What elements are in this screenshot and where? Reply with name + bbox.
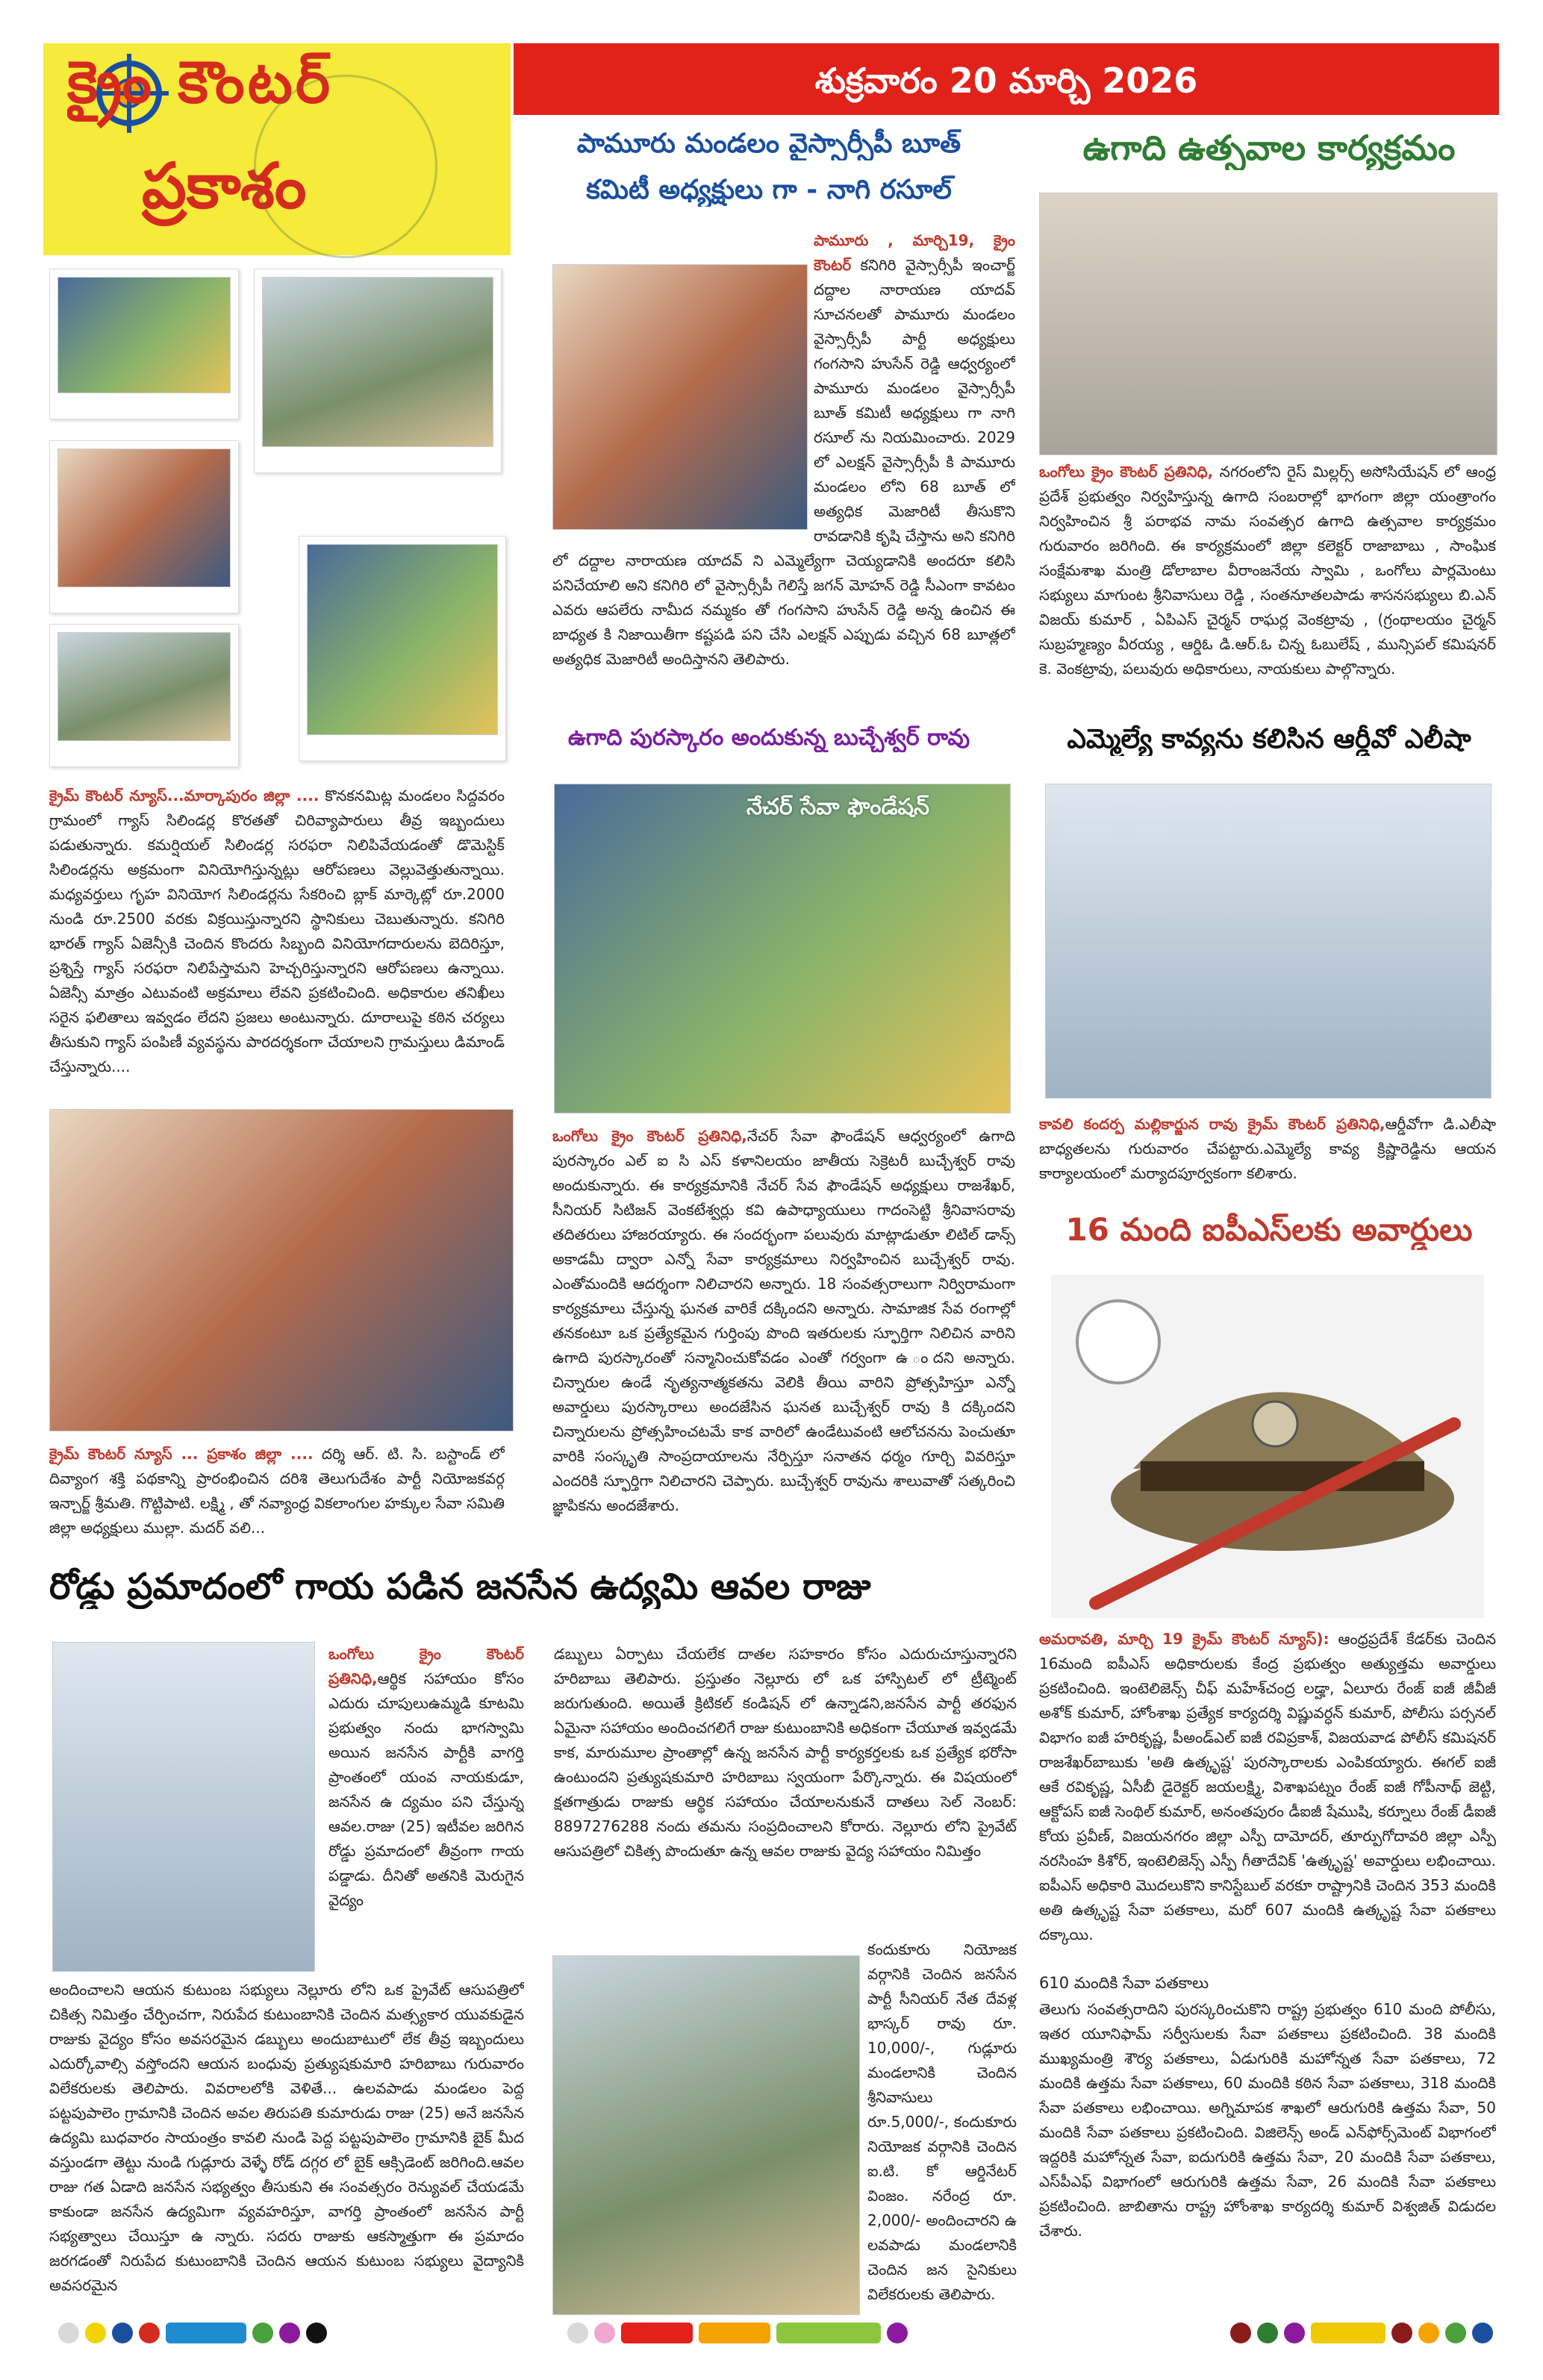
masthead-seal	[254, 75, 437, 258]
gas-photo-5	[49, 624, 239, 767]
pamuru-story-body: కనిగిరి వైస్సార్సీపీ ఇంచార్జ్ దద్దాల నారాయణ యాదవ్ సూచనలతో పామూరు మండలం వైస్సార్సీపీ పార్టీ అధ్యక్షులు గంగసాని హుసేన్ రెడ్డి ఆధ్వర్యంలో పామూరు మండలం వైస్సార్సీపీ బూత్ కమిటీ అధ్యక్షులు గా నాగి రసూల్ ను నియమించారు. 2029 లో ఎలక్షన్ వైస్సార్సీపీ కి పామూరు మండలం లోని 68 బూత్ లో అత్యధిక మెజారిటీ తీసుకొని రావడానికి కృషి చేస్తాను అని కనిగిరి లో దద్దాల నారాయణ యాదవ్ ని ఎమ్మెల్యేగా చెయ్యడానికి అందరూ కలిసి పనిచేయాలి అని కనిగిరి లో వైస్సార్సీపీ గెలిస్తే జగన్ మోహన్ రెడ్డి సీఎంగా కావటం ఎవరు ఆపలేరు నామీద నమ్మకం తో గంగసాని హుసేన్ రెడ్డి అన్న ఉంచిన ఈ బాధ్యత కి నిజాయితీగా కష్టపడి పని చేసి ఎలక్షన్ ఎప్పుడు వచ్చిన 68 బూత్లలో అత్యధిక మెజారిటీ అందిస్తానని తెలిపారు.	[552, 256, 1015, 668]
color-swatch	[1391, 2323, 1412, 2343]
footer-color-strip-right	[1230, 2321, 1493, 2345]
footer-color-strip-mid	[567, 2321, 908, 2345]
gas-story-source: క్రైమ్ కౌంటర్ న్యూస్...మార్కాపురం జిల్లా ....	[49, 787, 319, 805]
darsi-story-body: దర్శి ఆర్. టి. సి. బస్టాండ్ లో దివ్యాంగ శక్తి పథకాన్ని ప్రారంభించిన దరిశి తెలుగుదేశం పార్టీ నియోజకవర్గ ఇన్చార్జ్ శ్రీమతి. గొట్టిపాటి. లక్ష్మి , తో నవ్యాంధ్ర వికలాంగుల హక్కుల సేవా సమితి జిల్లా అధ్యక్షులు ముల్లా. మదర్ వలి...	[49, 1445, 505, 1537]
color-swatch	[306, 2323, 327, 2343]
darsi-story-source: క్రైమ్ కౌంటర్ న్యూస్ ... ప్రకాశం జిల్లా ....	[49, 1445, 314, 1463]
color-swatch	[85, 2323, 106, 2343]
color-swatch	[1257, 2323, 1278, 2343]
pamuru-headline-2: కమిటీ అధ్యక్షులు గా - నాగి రసూల్	[586, 175, 952, 205]
color-swatch	[1445, 2323, 1466, 2343]
color-swatch	[699, 2323, 770, 2343]
mla-story-source: కావలి కందర్ప మల్లికార్జున రావు క్రైమ్ కౌంటర్ ప్రతినిధి,	[1039, 1115, 1385, 1133]
accident-col1-top	[328, 1642, 524, 1970]
gas-photo-1	[49, 269, 239, 419]
gas-story-body: కొనకనమిట్ల మండలం సిద్దవరం గ్రామంలో గ్యాస్ సిలిండర్ల కొరతతో చిరివ్యాపారులు తీవ్ర ఇబ్బందులు పడుతున్నారు. కమర్షియల్ సిలిండర్ల సరఫరా నిలిపివేయడంతో డొమెస్టిక్ సిలిండర్లను అక్రమంగా వినియోగిస్తున్నట్లు ఆరోపణలు వెల్లువెత్తుతున్నాయి. మధ్యవర్తులు గృహ వినియోగ సిలిండర్లను సేకరించి బ్లాక్ మార్కెట్లో రూ.2000 నుండి రూ.2500 వరకు విక్రయిస్తున్నారని స్థానికులు చెబుతున్నారు. కనిగిరి భారత్ గ్యాస్ ఏజెన్సీకి చెందిన కొందరు సిబ్బంది వినియోగదారులను బెదిరిస్తూ, ప్రశ్నిస్తే గ్యాస్ సరఫరా నిలిపేస్తామని హెచ్చరిస్తున్నారని ఆరోపణలు ఉన్నాయి. ఏజెన్సీ మాత్రం ఎటువంటి అక్రమాలు లేవని ప్రకటించింది. అధికారుల తనిఖీలు సరైన ఫలితాలు ఇవ్వడం లేదని ప్రజలు అంటున్నారు. దూరాలుపై కఠిన చర్యలు తీసుకుని గ్యాస్ పంపిణీ వ్యవస్థను పారదర్శకంగా చేయాలని గ్రామస్తులు డిమాండ్ చేస్తున్నారు....	[49, 787, 505, 1075]
mla-headline: ఎమ్మెల్యే కావ్యను కలిసిన ఆర్డీవో ఎలీషా	[1067, 724, 1471, 755]
pamuru-story	[552, 228, 1015, 706]
pamuru-story-source: పామూరు , మార్చి19, క్రైం కౌంటర్	[814, 231, 1015, 274]
color-swatch	[567, 2323, 588, 2343]
color-swatch	[1472, 2323, 1493, 2343]
police-cap-image	[1051, 1275, 1484, 1618]
mla-meeting-photo	[1045, 784, 1491, 1099]
color-swatch	[594, 2323, 615, 2343]
gas-story	[49, 784, 505, 1097]
issue-date: శుక్రవారం 20 మార్చి 2026	[814, 60, 1198, 101]
color-swatch	[166, 2323, 246, 2343]
accident-col2-side: కందుకూరు నియోజక వర్గానికి చెందిన జనసేన పార్టీ సీనియర్ నేత దేవళ్ల భాస్కర్ రావు రూ. 10,000/-, గుడ్లూరు మండలానికి చెందిన శ్రీనివాసులు రూ.5,000/-, కందుకూరు నియోజక వర్గానికి చెందిన ఐ.టి. కో ఆర్డినేటర్ వింజం. నరేంద్ర రూ. 2,000/- అందించారని ఉ లవపాడు మండలానికి చెందిన జన సైనికులు విలేకరులకు తెలిపారు.	[867, 1940, 1017, 2303]
color-swatch	[887, 2323, 908, 2343]
ips-story	[1039, 1627, 1496, 1969]
ips-headline: 16 మంది ఐపీఎస్‌లకు అవార్డులు	[1065, 1211, 1473, 1248]
color-swatch	[252, 2323, 273, 2343]
accident-col1-rest: అందించాలని ఆయన కుటుంబ సభ్యులు నెల్లూరు లోని ఒక ప్రైవేట్ ఆసుపత్రిలో చికిత్స నిమిత్తం చేర్పించగా, నిరుపేద కుటుంబానికి చెందిన మత్స్యకార యువకుడైన రాజుకు వైద్యం కోసం అవసరమైన డబ్బులు అందుబాటులో లేక తీవ్ర ఇబ్బందులు ఎదుర్కోవాల్సి వస్తోందని ఆయన బంధువు ప్రత్యుషకుమారి హరిబాబు గురువారం విలేకరులకు తెలిపారు. వివరాలలోకి వెళితే... ఉలవపాడు మండలం పెద్ద పట్టపుపాలెం గ్రామానికి చెందిన అవల తిరుపతి కుమారుడు రాజు (25) అనే జనసేన ఉద్యమి బుధవారం సాయంత్రం కావలి నుండి పెద్ద పట్టపుపాలెం గ్రామానికి బైక్ మీద వస్తుండగా తెట్టు నుండి గుడ్లూరు వెళ్ళే రోడ్ దగ్గర లో బైక్ ఆక్సిడెంట్ జరిగింది.ఆవల రాజు గత ఏడాది జనసేన సభ్యత్వం తీసుకుని ఈ సంవత్సరం రెన్యువల్ చేయడమే కాకుండా జనసేన ఉద్యమిగా వ్యవహరిస్తూ, వాగర్తి ప్రాంతంలో జనసేన పార్టీ సభ్యత్వాలు చేయిస్తూ ఉ న్నారు. సదరు రాజుకు ఆకస్మాత్తుగా ఈ ప్రమాదం జరగడంతో నిరుపేద కుటుంబానికి చెందిన ఆయన కుటుంబ సభ్యులు వైద్యానికి అవసరమైన	[49, 1981, 524, 2294]
ips-story-body: ఆంధ్రప్రదేశ్ కేడర్‌కు చెందిన 16మంది ఐపీఎస్ అధికారులకు కేంద్ర ప్రభుత్వం అత్యుత్తమ అవార్డులు ప్రకటించింది. ఇంటెలిజెన్స్ చీఫ్ మహేశ్‌చంద్ర లడ్హా, ఏలూరు రేంజ్ ఐజీ జీవీజీ అశోక్ కుమార్, హోంశాఖ ప్రత్యేక కార్యదర్శి విష్ణువర్ధన్ కుమార్, పోలీసు పర్సనల్ విభాగం ఐజీ హరికృష్ణ, పీఅండ్ఎల్ ఐజీ రవిప్రకాశ్, విజయవాడ పోలీస్ కమిషనర్ రాజశేఖర్‌బాబుకు 'అతి ఉత్కృష్ట' పురస్కారాలకు ఎంపికయ్యారు. ఈగల్ ఐజీ ఆకే రవికృష్ణ, ఏసీబీ డైరెక్టర్ జయలక్ష్మి, విశాఖపట్నం రేంజ్ ఐజీ గోపీనాథ్ జెట్టి, ఆక్టోపస్ ఐజీ సెంథిల్ కుమార్, అనంతపురం డీఐజీ షేముషి, కర్నూలు రేంజ్ డీఐజీ కోయ ప్రవీణ్, విజయనగరం జిల్లా ఎస్పీ దామోదర్, తూర్పుగోదావరి జిల్లా ఎస్పీ నరసింహ కిశోర్, ఇంటెలిజెన్స్ ఎస్పీ గీతాదేవిక్ 'ఉత్కృష్ట' అవార్డులు లభించాయి. ఐపీఎస్ అధికారి మొదలుకొని కానిస్టేబుల్ వరకూ రాష్ట్రానికి చెందిన 353 మందికి అతి ఉత్కృష్ట సేవా పతకాలు, మరో 607 మందికి ఉత్కృష్ట సేవా పతకాలు దక్కాయి.	[1039, 1630, 1496, 1943]
ips-subheading: 610 మందికి సేవా పతకాలు	[1039, 1974, 1209, 1992]
color-swatch	[776, 2323, 881, 2343]
darsi-story	[49, 1442, 505, 1569]
footer-color-strip-left	[58, 2321, 327, 2345]
ugadi-award-headline: ఉగాది పురస్కారం అందుకున్న బుచ్చేశ్వర్ రావు	[567, 725, 970, 751]
ips-story-2: తెలుగు సంవత్సరాదిని పురస్కరించుకొని రాష్ట్ర ప్రభుత్వం 610 మంది పోలీసు, ఇతర యూనిఫామ్ సర్వీసులకు సేవా పతకాలు ప్రకటించింది. 38 మందికి ముఖ్యమంత్రి శౌర్య పతకాలు, ఏడుగురికి మహోన్నత సేవా పతకాలు, 72 మందికి ఉత్తమ సేవా పతకాలు, 60 మందికి కఠిన సేవా పతకాలు, 318 మందికి సేవా పతకాలు లభించాయి. అగ్నిమాపక శాఖలో ఆరుగురికి ఉత్తమ సేవా, 50 మందికి సేవా పతకాలు ప్రకటించింది. విజిలెన్స్ అండ్ ఎన్‌ఫోర్స్‌మెంట్ విభాగంలో ఇద్దరికి మహోన్నత సేవా, ఐదుగురికి ఉత్తమ సేవా, 20 మందికి సేవా పతకాలు, ఎస్‌పీఎఫ్ విభాగంలో ఆరుగురికి ఉత్తమ సేవా, 26 మందికి సేవా పతకాలు ప్రకటించింది. జాబితాను రాష్ట్ర హోంశాఖ కార్యదర్శి కుమార్ విశ్వజిత్ విడుదల చేశారు.	[1039, 2000, 1496, 2240]
color-swatch	[1230, 2323, 1251, 2343]
ugadi-utsavam-body: నగరంలోని రైస్ మిల్లర్స్ అసోసియేషన్ లో ఆంధ్ర ప్రదేశ్ ప్రభుత్వం నిర్వహిస్తున్న ఉగాది సంబరాల్లో భాగంగా జిల్లా యంత్రాంగం నిర్వహించిన శ్రీ పరాభవ నామ సంవత్సర ఉగాది ఉత్సవాల కార్యక్రమం గురువారం జరిగింది. ఈ కార్యక్రమంలో జిల్లా కలెక్టర్ రాజాబాబు , సాంఘిక సంక్షేమశాఖ మంత్రి డోలాబాల వీరాంజనేయ స్వామి , ఒంగోలు పార్లమెంటు సభ్యులు మాగుంట శ్రీనివాసులు రెడ్డి , సంతనూతలపాడు శాసనసభ్యులు బి.ఎన్ విజయ్ కుమార్ , ఏపిఎస్ చైర్మన్ రాఘర్ల వెంకట్రావు , (గ్రంథాలయం చైర్మన్ సుబ్రహ్మణ్యం వీరయ్య , ఆర్డిఓ డి.ఆర్.ఓ చిన్న ఓబులేష్ , మున్సిపల్ కమిషనర్ కె. వెంకట్రావు, పలువురు అధికారులు, నాయకులు పాల్గొన్నారు.	[1039, 463, 1496, 678]
pamuru-headline-1: పామూరు మండలం వైస్సార్సీపీ బూత్	[576, 128, 961, 159]
ips-story-source: అమరావతి, మార్చి 19 క్రైమ్ కౌంటర్ న్యూస్):	[1039, 1630, 1330, 1648]
color-swatch	[279, 2323, 300, 2343]
ugadi-award-story	[552, 1124, 1015, 1542]
gas-photo-2	[254, 269, 502, 473]
mla-story	[1039, 1112, 1496, 1216]
color-swatch	[621, 2323, 693, 2343]
gas-photo-3	[49, 440, 239, 613]
mla-story-body: ఆర్డీవోగా డి.ఎలీషా బాధ్యతలను గురువారం చేపట్టారు.ఎమ్మెల్యే కావ్య క్రిష్ణారెడ్డిను ఆయన కార్యాలయంలో మర్యాదపూర్వకంగా కలిశారు.	[1039, 1115, 1496, 1182]
accident-col2-top: డబ్బులు ఏర్పాటు చేయలేక దాతల సహకారం కోసం ఎదురుచూస్తున్నారని హరిబాబు తెలిపారు. ప్రస్తుతం నెల్లూరు లో ఒక హాస్పిటల్ లో ట్రీట్మెంట్ జరుగుతుంది. అయితే క్రిటికల్ కండిషన్ లో ఉన్నాడని,జనసేన పార్టీ తరఫున ఏమైనా సహాయం అందించగలిగే రాజు కుటుంబానికి అధికంగా చేయూత ఇవ్వడమే కాక, మారుమూల ప్రాంతాల్లో ఉన్న జనసేన పార్టీ కార్యకర్తలకు ఒక ప్రత్యేక భరోసా ఉంటుందని ప్రత్యుషకుమారి హరిబాబు స్వయంగా పేర్కొన్నారు. ఈ విషయంలో క్షతగాత్రుడు రాజుకు ఆర్థిక సహాయం చేయాలనుకునే దాతలు సెల్ నెంబర్: 8897276288 నందు తమను సంప్రదించాలని కోరారు. నెల్లూరు లోని ప్రైవేట్ ఆసుపత్రిలో చికిత్స పొందుతూ ఉన్న ఆవల రాజుకు వైద్య సహాయం నిమిత్తం	[554, 1645, 1017, 1860]
ugadi-award-body: నేచర్ సేవా ఫౌండేషన్ ఆధ్వర్యంలో ఉగాది పురస్కారం ఎల్ ఐ సి ఎస్ కళానిలయం జాతీయ సెక్రెటరీ బుచ్చేశ్వర్ రావు అందుకున్నారు. ఈ కార్యక్రమానికి నేచర్ సేవ ఫౌండేషన్ అధ్యక్షులు రాజశేఖర్, సీనియర్ సిటిజన్ వెంకటేశ్వర్లు కవి ఉపాధ్యాయులు గాదంసెట్టి శ్రీనివాసరావు తదితరులు హాజరయ్యారు. ఈ సందర్భంగా పలువురు మాట్లాడుతూ లిటిల్ డాన్స్ అకాడమీ ద్వారా ఎన్నో సేవా కార్యక్రమాలు నిర్వహించిన బుచ్చేశ్వర్ రావు. ఎంతోమందికి ఆదర్శంగా నిలిచారని అన్నారు. 18 సంవత్సరాలుగా నిర్విరామంగా కార్యక్రమాలు చేస్తున్న ఘనత వారికే దక్కిందని అన్నారు. సామాజిక సేవ రంగాల్లో తనకంటూ ఒక ప్రత్యేకమైన గుర్తింపు పొంది ఇతరులకు స్ఫూర్తిగా నిలిచిన వారిని ఉగాది పురస్కారంతో సన్మానించుకోవడం ఎంతో గర్వంగా ఉ ందని అన్నారు. చిన్నారుల ఉండే నృత్యనాత్మకతను వెలికి తీయి వారిని ప్రోత్సహిస్తూ ఎన్నో అవార్డులు పురస్కారాలు అందజేసిన ఘనత బుచ్చేశ్వర్ రావు కి దక్కిందని చిన్నారులను ప్రోత్సహించటమే కాక వారిలో ఉండేటువంటి ఆలోచనను పెంచుతూ వారికి సంస్కృతి సాంప్రదాయాలను నేర్పిస్తూ సనాతన ధర్మం గూర్చి వివరిస్తూ ఎందరికి స్ఫూర్తిగా నిలిచారని చెప్పారు. బుచ్చేశ్వర్ రావును శాలువాతో సత్కరించి జ్ఞాపికను అందజేశారు.	[552, 1127, 1015, 1514]
ugadi-utsavam-headline: ఉగాది ఉత్సవాల కార్యక్రమం	[1082, 128, 1456, 168]
hospital-photo	[552, 1955, 860, 2315]
color-swatch	[1311, 2323, 1385, 2343]
color-swatch	[1284, 2323, 1305, 2343]
brand-name-line1: క్రైం కౌంటర్	[67, 49, 334, 116]
gas-photo-4	[299, 536, 506, 761]
ugadi-utsavam-source: ఒంగోలు క్రైం కౌంటర్ ప్రతినిధి,	[1039, 463, 1214, 481]
accident-source: ఒంగోలు క్రైం కౌంటర్ ప్రతినిధి,	[328, 1645, 524, 1687]
accident-col1-top-body: ఆర్థిక సహాయం కోసం ఎదురు చూపులుఉమ్మడి కూటమి ప్రభుత్వం నందు భాగస్వామి అయిన జనసేన పార్టీకి వాగర్తి ప్రాంతంలో యంవ నాయకుడూ, జనసేన ఉ ద్యమం పని చేస్తున్న ఆవల.రాజు (25) ఇటీవల జరిగిన రోడ్డు ప్రమాదంలో తీవ్రంగా గాయ పడ్డాడు. దీనితో అతనికి మెరుగైన వైద్యం	[328, 1670, 524, 1909]
ugadi-award-source: ఒంగోలు క్రైం కౌంటర్ ప్రతినిధి,	[552, 1127, 747, 1145]
ugadi-utsavam-story	[1039, 460, 1496, 706]
accident-headline: రోడ్డు ప్రమాదంలో గాయ పడిన జనసేన ఉద్యమి ఆవల రాజు	[49, 1566, 871, 1608]
color-swatch	[1418, 2323, 1439, 2343]
ugadi-utsavam-photo	[1039, 193, 1497, 455]
avala-raju-photo	[52, 1642, 315, 1972]
darsi-event-photo	[49, 1109, 514, 1431]
color-swatch	[58, 2323, 79, 2343]
brand-name-line2: ప్రకాశం	[142, 149, 307, 222]
police-cap-icon	[1051, 1275, 1484, 1618]
ugadi-award-photo	[554, 784, 1011, 1114]
color-swatch	[112, 2323, 133, 2343]
color-swatch	[139, 2323, 160, 2343]
ugadi-award-banner-text: నేచర్ సేవా ఫౌండేషన్	[746, 794, 930, 820]
